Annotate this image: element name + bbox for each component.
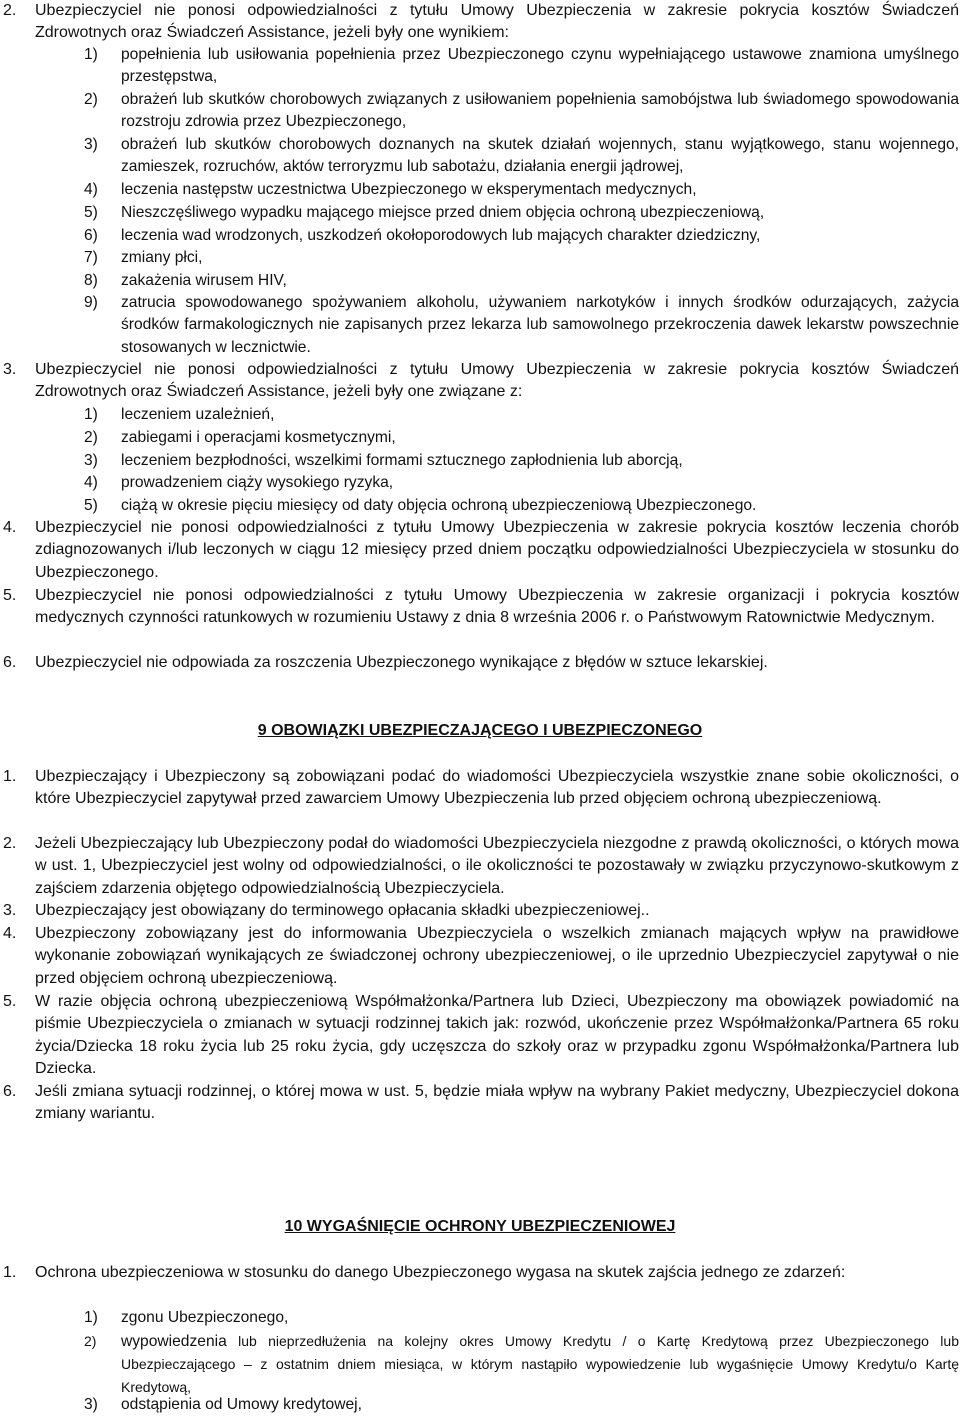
list-item-text: zabiegami i operacjami kosmetycznymi, xyxy=(121,429,396,446)
paragraph-5 xyxy=(0,991,960,1080)
paragraph-4 xyxy=(0,923,960,990)
paragraph-number: 1. xyxy=(3,768,17,785)
list-item xyxy=(0,225,960,247)
list-item-number: 9) xyxy=(84,294,98,311)
list-item xyxy=(0,1307,960,1329)
paragraph-2 xyxy=(0,833,960,900)
list-item xyxy=(0,44,960,89)
paragraph-1 xyxy=(0,1262,960,1284)
list-item-text: leczeniem uzależnień, xyxy=(121,406,275,423)
list-item xyxy=(0,450,960,472)
list-item-text: obrażeń lub skutków chorobowych doznanych na skutek działań wojennych, stanu wyjątkowego, stanu wojennego, zamieszek, rozruchów, aktów terroryzmu lub sabotażu, działania energii jądrowej, xyxy=(121,136,959,176)
paragraph-3 xyxy=(0,900,960,922)
list-item-number: 6) xyxy=(84,227,98,244)
list-item xyxy=(0,134,960,179)
list-item-text: leczenia następstw uczestnictwa Ubezpieczonego w eksperymentach medycznych, xyxy=(121,181,697,198)
list-item xyxy=(0,1394,960,1416)
list-item-text: ciążą w okresie pięciu miesięcy od daty objęcia ochroną ubezpieczeniową Ubezpieczonego. xyxy=(121,497,757,514)
paragraph-text: Jeżeli Ubezpieczający lub Ubezpieczony podał do wiadomości Ubezpieczyciela niezgodne z prawdą okoliczności, o których mowa w ust. 1, Ubezpieczyciel jest wolny od odpowiedzialności, o ile okoliczności te pozostawały w związku przyczynowo-skutkowym z zajściem zdarzenia objętego odpowiedzialnością Ubezpieczyciela. xyxy=(35,835,959,897)
paragraph-text: Ubezpieczyciel nie ponosi odpowiedzialności z tytułu Umowy Ubezpieczenia w zakresie organizacji i pokrycia kosztów medycznych czynności ratunkowych w rozumieniu Ustawy z dnia 8 września 2006 r. o Państwowym Ratownictwie Medycznym. xyxy=(35,587,959,627)
paragraph-text: Ochrona ubezpieczeniowa w stosunku do danego Ubezpieczonego wygasa na skutek zajścia jednego ze zdarzeń: xyxy=(35,1264,846,1281)
paragraph-text: Ubezpieczający i Ubezpieczony są zobowiązani podać do wiadomości Ubezpieczyciela wszystkie znane sobie okoliczności, o które Ubezpieczyciel zapytywał przed zawarciem Umowy Ubezpieczenia lub przed objęciem ochroną ubezpieczeniową. xyxy=(35,768,959,808)
list-item-number: 4) xyxy=(84,474,98,491)
paragraph-number: 3. xyxy=(3,361,17,378)
list-item-text: leczenia wad wrodzonych, uszkodzeń okołoporodowych lub mających charakter dziedziczny, xyxy=(121,227,761,244)
list-item-text: zatrucia spowodowanego spożywaniem alkoholu, używaniem narkotyków i innych środków odurzających, zażycia środków farmakologicznych nie zapisanych przez lekarza lub samowolnego przekroczenia dawek lekarstw powszechnie stosowanych w lecznictwie. xyxy=(121,294,959,356)
paragraph-text: Ubezpieczyciel nie ponosi odpowiedzialności z tytułu Umowy Ubezpieczenia w zakresie pokrycia kosztów Świadczeń Zdrowotnych oraz Świadczeń Assistance, jeżeli były one związane z: xyxy=(35,361,959,401)
list-item-number: 3) xyxy=(84,452,98,469)
list-item-text: zgonu Ubezpieczonego, xyxy=(121,1309,289,1326)
list-item xyxy=(0,404,960,426)
paragraph-text: Ubezpieczyciel nie odpowiada za roszczenia Ubezpieczonego wynikające z błędów w sztuce lekarskiej. xyxy=(35,654,768,671)
list-item-text xyxy=(121,1330,959,1398)
paragraph-text: Jeśli zmiana sytuacji rodzinnej, o której mowa w ust. 5, będzie miała wpływ na wybrany Pakiet medyczny, Ubezpieczyciel dokona zmiany wariantu. xyxy=(35,1083,959,1123)
paragraph-6 xyxy=(0,652,960,674)
list-item-number: 4) xyxy=(84,181,98,198)
section-heading-text: 9 OBOWIĄZKI UBEZPIECZAJĄCEGO I UBEZPIECZONEGO xyxy=(257,722,703,739)
paragraph-number: 4. xyxy=(3,925,17,942)
paragraph-number: 2. xyxy=(3,2,17,19)
paragraph-number: 1. xyxy=(3,1264,17,1281)
list-item xyxy=(0,202,960,224)
section-heading-9 xyxy=(0,720,960,742)
paragraph-number: 5. xyxy=(3,993,17,1010)
list-item-number: 5) xyxy=(84,497,98,514)
paragraph-1 xyxy=(0,766,960,811)
list-item xyxy=(0,270,960,292)
list-item xyxy=(0,179,960,201)
list-item xyxy=(0,427,960,449)
list-item xyxy=(0,89,960,134)
list-item xyxy=(0,495,960,517)
paragraph-text: W razie objęcia ochroną ubezpieczeniową Współmałżonka/Partnera lub Dzieci, Ubezpieczony ma obowiązek powiadomić na piśmie Ubezpieczyciela o zmianach w sytuacji rodzinnej takich jak: rozwód, ukończenie przez Współmałżonka/Partnera 65 roku życia/Dziecka 18 roku życia lub 25 roku życia, gdy uczęszcza do szkoły oraz w przypadku zgonu Współmałżonka/Partnera lub Dziecka. xyxy=(35,993,959,1077)
list-item-text: Nieszczęśliwego wypadku mającego miejsce przed dniem objęcia ochroną ubezpieczeniową, xyxy=(121,204,765,221)
section-heading-text: 10 WYGAŚNIĘCIE OCHRONY UBEZPIECZENIOWEJ xyxy=(284,1218,676,1235)
list-item-number: 5) xyxy=(84,204,98,221)
paragraph-number: 6. xyxy=(3,1083,17,1100)
list-item xyxy=(0,472,960,494)
paragraph-3 xyxy=(0,359,960,404)
list-item-number: 7) xyxy=(84,249,98,266)
list-item-text: leczeniem bezpłodności, wszelkimi formami sztucznego zapłodnienia lub aborcją, xyxy=(121,452,683,469)
section-heading-10 xyxy=(0,1216,960,1238)
paragraph-number: 6. xyxy=(3,654,17,671)
list-item-number: 2) xyxy=(84,91,98,108)
paragraph-text: Ubezpieczyciel nie ponosi odpowiedzialności z tytułu Umowy Ubezpieczenia w zakresie pokrycia kosztów Świadczeń Zdrowotnych oraz Świadczeń Assistance, jeżeli były one wynikiem: xyxy=(35,2,959,42)
list-item xyxy=(0,247,960,269)
list-item-text: zmiany płci, xyxy=(121,249,203,266)
paragraph-text: Ubezpieczyciel nie ponosi odpowiedzialności z tytułu Umowy Ubezpieczenia w zakresie pokrycia kosztów leczenia chorób zdiagnozowanych i/lub leczonych w ciągu 12 miesięcy przed dniem początku odpowiedzialności Ubezpieczyciela w stosunku do Ubezpieczonego. xyxy=(35,519,959,581)
paragraph-number: 2. xyxy=(3,835,17,852)
paragraph-6 xyxy=(0,1081,960,1126)
paragraph-2 xyxy=(0,0,960,45)
list-item-number: 2) xyxy=(84,1333,97,1349)
list-item-text: popełnienia lub usiłowania popełnienia przez Ubezpieczonego czynu wypełniającego ustawowe znamiona umyślnego przestępstwa, xyxy=(121,46,959,86)
paragraph-number: 3. xyxy=(3,902,17,919)
list-item-text: odstąpienia od Umowy kredytowej, xyxy=(121,1396,362,1413)
paragraph-5 xyxy=(0,585,960,630)
list-item-rest-text: lub nieprzedłużenia na kolejny okres Umowy Kredytu / o Kartę Kredytową przez Ubezpieczonego lub Ubezpieczającego – z ostatnim dniem miesiąca, w którym nastąpiło wypowiedzenie lub wygaśnięcie Umowy Kredytu/o Kartę Kredytową, xyxy=(121,1333,959,1395)
paragraph-4 xyxy=(0,517,960,584)
list-item-number: 3) xyxy=(84,136,98,153)
list-item-number: 1) xyxy=(84,46,98,63)
list-item-number: 1) xyxy=(84,406,98,423)
list-item-number: 3) xyxy=(84,1396,98,1413)
paragraph-number: 5. xyxy=(3,587,17,604)
list-item xyxy=(0,292,960,359)
list-item-text: prowadzeniem ciąży wysokiego ryzyka, xyxy=(121,474,394,491)
paragraph-text: Ubezpieczający jest obowiązany do terminowego opłacania składki ubezpieczeniowej.. xyxy=(35,902,650,919)
list-item-text: obrażeń lub skutków chorobowych związanych z usiłowaniem popełnienia samobójstwa lub świadomego spowodowania rozstroju zdrowia przez Ubezpieczonego, xyxy=(121,91,959,131)
list-item-text: zakażenia wirusem HIV, xyxy=(121,272,287,289)
list-item-number: 1) xyxy=(84,1309,98,1326)
paragraph-text: Ubezpieczony zobowiązany jest do informowania Ubezpieczyciela o wszelkich zmianach mających wpływ na prawidłowe wykonanie zobowiązań wynikających ze świadczonej ochrony ubezpieczeniowej, o ile uprzednio Ubezpieczyciel zapytywał o nie przed objęciem ochroną ubezpieczeniową. xyxy=(35,925,959,987)
list-item-number: 8) xyxy=(84,272,98,289)
list-item-lead-text: wypowiedzenia xyxy=(121,1333,227,1350)
paragraph-number: 4. xyxy=(3,519,17,536)
list-item xyxy=(0,1330,960,1398)
list-item-number: 2) xyxy=(84,429,98,446)
